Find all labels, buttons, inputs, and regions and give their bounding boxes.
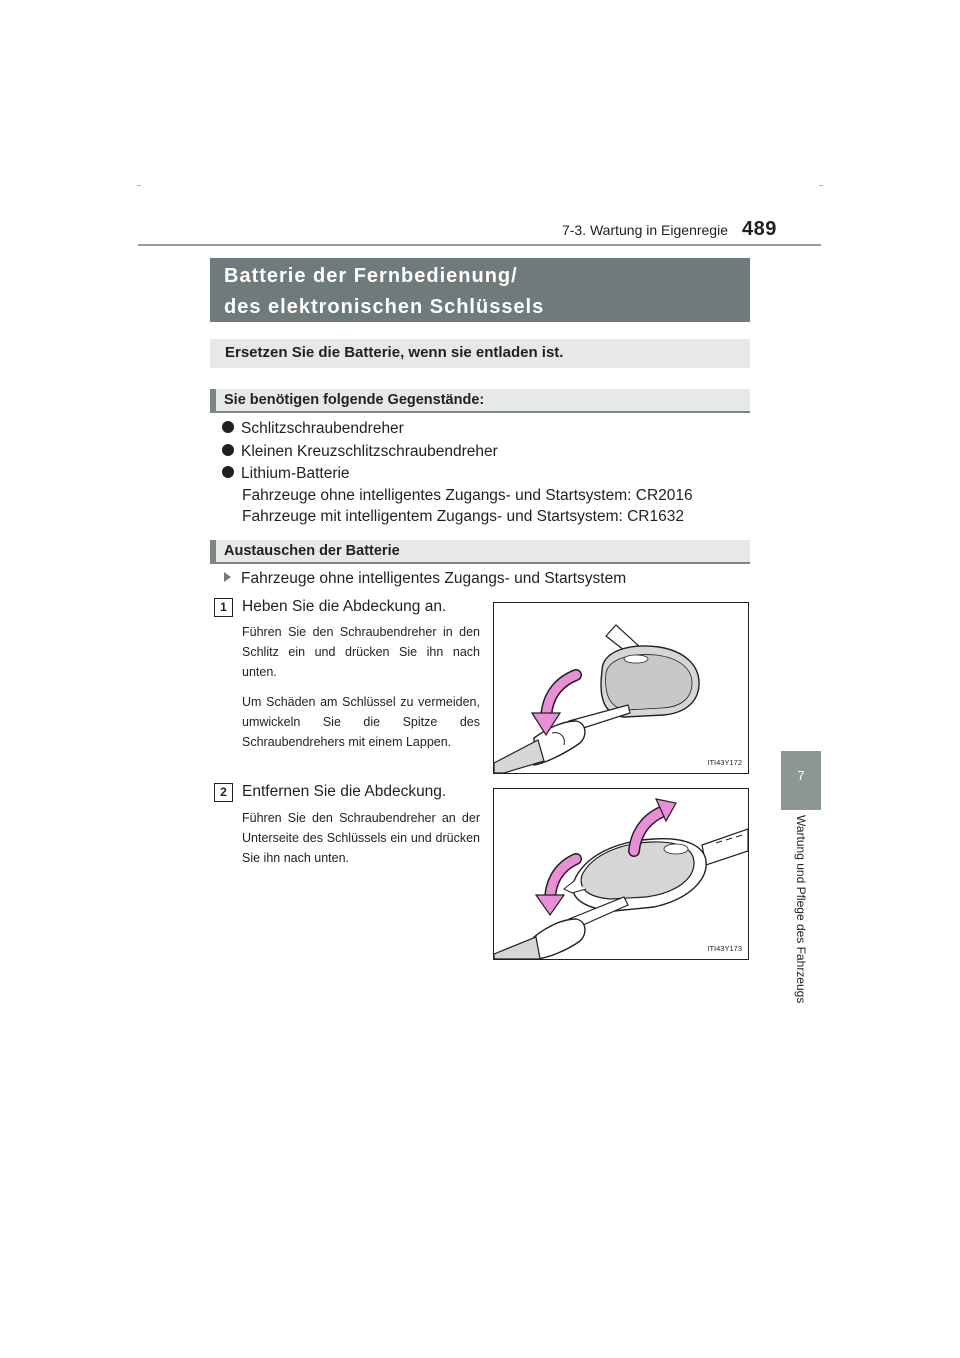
step-title: Entfernen Sie die Abdeckung. [242,783,447,800]
page-title [210,258,750,322]
step-text: Um Schäden am Schlüssel zu vermeiden, umwickeln Sie die Spitze des Schraubendrehers mit einem Lappen. [242,695,480,749]
step-1-illustration [493,602,749,774]
replace-heading: Austauschen der Batterie [210,540,750,564]
crop-mark [137,185,141,186]
title-line-1: Batterie der Fernbedienung/ [224,265,518,287]
items-heading: Sie benötigen folgende Gegenstände: [210,389,750,413]
triangle-icon [224,572,231,582]
bullet-icon [222,444,234,456]
bullet-icon [222,421,234,433]
chapter-title: Wartung und Pflege des Fahrzeugs [794,815,808,1004]
chapter-number: 7 [797,768,805,783]
list-item: Schlitzschraubendreher [222,418,404,440]
battery-type-line: Fahrzeuge ohne intelligentes Zugangs- und Startsystem: CR2016 [242,487,693,504]
header-rule [138,244,821,246]
section-label: 7-3. Wartung in Eigenregie [561,222,728,238]
step-title: Heben Sie die Abdeckung an. [242,598,447,615]
key-screwdriver-icon [494,603,748,773]
figure-code: ITI43Y173 [707,944,742,953]
step-2-illustration [493,788,749,960]
crop-mark [819,185,823,186]
intro-box: Ersetzen Sie die Batterie, wenn sie entladen ist. [210,339,750,368]
step-text: Führen Sie den Schraubendreher in den Schlitz ein und drücken Sie ihn nach unten. [242,625,480,679]
step-number: 1 [214,598,233,617]
step-number: 2 [214,783,233,802]
title-line-2: des elektronischen Schlüssels [224,296,545,318]
battery-type-line: Fahrzeuge mit intelligentem Zugangs- und Startsystem: CR1632 [242,508,684,525]
variant-heading: Fahrzeuge ohne intelligentes Zugangs- und Startsystem [224,570,626,588]
step-text: Führen Sie den Schraubendreher an der Unterseite des Schlüssels ein und drücken Sie ihn nach unten. [242,811,480,865]
step-description [242,622,480,762]
list-item: Lithium-Batterie [222,463,350,485]
step-description [242,808,480,878]
figure-code: ITI43Y172 [707,758,742,767]
key-screwdriver-icon [494,789,748,959]
page-number: 489 [742,218,777,240]
list-item: Kleinen Kreuzschlitzschraubendreher [222,441,498,463]
bullet-icon [222,466,234,478]
